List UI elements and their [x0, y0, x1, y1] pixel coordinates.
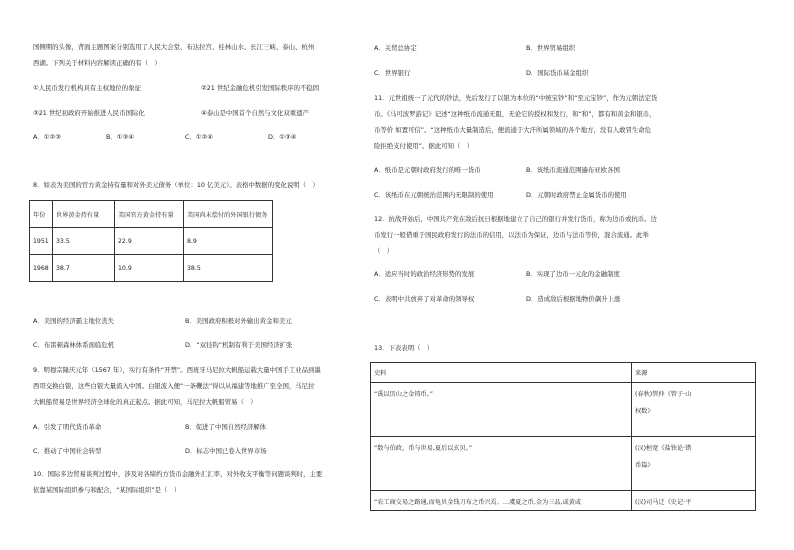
q11-line-1: 11．元世祖统一了元代的钞法，先后发行了以银为本位的“中统宝钞”和“至元宝钞”，作为元朝法定货 — [374, 94, 658, 102]
table-cell: 33.5 — [53, 228, 115, 255]
q12-line-3: （ ） — [374, 247, 394, 255]
table-cell: 22.9 — [115, 228, 184, 255]
table-row — [30, 228, 273, 255]
source-line: 币篇》 — [635, 462, 654, 469]
source-line: 权数》 — [635, 408, 654, 415]
table-cell: 8.9 — [184, 228, 273, 255]
q10-line-1: 10．国际多边贸易谈判过程中，涉及对各缔约方货币金融外汇汇率，对外收支平衡等问题谈判时，主要 — [33, 470, 323, 478]
table-cell — [632, 383, 756, 437]
table-cell: (汉)司马迁《史记·平 — [632, 491, 756, 511]
q8-option-b: B．美国政府积极对外输出黄金和美元 — [185, 317, 292, 325]
q12-line-1: 12．抗战开始后，中国共产党在敌后抗日根据地建立了自己的银行并发行货币，称为边币或抗币。边 — [374, 215, 657, 223]
table-cell: 1968 — [30, 255, 53, 282]
q12-option-b: B．实现了边币一元化的金融制度 — [526, 270, 620, 278]
q12-option-c: C．表明中共放弃了对革命的领导权 — [374, 295, 475, 303]
intro-option-4: ④泰山是中国首个自然与文化双重遗产 — [201, 109, 309, 117]
q7-choice-a: A．①②③ — [33, 133, 61, 141]
q13-header-origin: 来源 — [632, 363, 756, 383]
q10-line-2: 依靠某国际组织参与和配合，“某国际组织”是（ ） — [33, 486, 181, 494]
q8-option-d: D．“双挂钩”机制有利于美国经济扩张 — [185, 341, 293, 349]
q10-option-b: B．世界贸易组织 — [526, 44, 576, 52]
table-cell: 38.5 — [184, 255, 273, 282]
q11-option-a: A．纸币是元朝时政府发行的唯一货币 — [374, 166, 481, 174]
q13-table-header — [371, 363, 756, 383]
q8-header-us-debt: 美国尚未偿付的外国银行债务 — [184, 201, 273, 228]
q12-option-a: A．适应当时的政治经济形势的发展 — [374, 270, 475, 278]
intro-option-1: ①人民币发行机构具有主权地位的象征 — [33, 84, 141, 92]
q8-header-year: 年份 — [30, 201, 53, 228]
q9-line-3: 大帆船贸易是世界经济全球化的真正起点。据此可知，马尼拉大帆船贸易（ ） — [33, 398, 257, 406]
q10-option-c: C．世界银行 — [374, 69, 411, 77]
table-row — [371, 491, 756, 511]
table-cell: “数与伯政，币与世易,夏后以玄贝。” — [371, 437, 632, 491]
q7-choice-b: B．①③④ — [106, 133, 134, 141]
intro-option-3: ③21 世纪初政府开始推进人民币国际化 — [33, 109, 145, 117]
q11-line-3: 币等价 如置可信”。“这种纸币大量制造后，便流通于大汗所属领域的各个地方，没有人敢冒生命危 — [374, 126, 652, 134]
q13-stem: 13．下表表明（ ） — [374, 344, 434, 352]
q10-option-d: D．国际货币基金组织 — [526, 69, 589, 77]
intro-line-1: 国侧期的头像，背面主题图案分别选用了人民大会堂、布达拉宫、桂林山水、长江三峡、泰山、杭州 — [33, 43, 315, 51]
table-row — [371, 437, 756, 491]
q12-option-d: D．造成敌后根据地物价飙升上涨 — [526, 295, 621, 303]
q13-header-source-text: 史料 — [371, 363, 632, 383]
q11-option-b: B．该纸币流通范围遍布亚欧各国 — [526, 166, 620, 174]
q12-line-2: 币发行一般借重于国民政府发行的法币的信用，以法币为保证，边币与法币等价，混合流通。此举 — [374, 231, 649, 239]
q8-option-a: A．美国的经济霸主地位丧失 — [33, 317, 115, 325]
q9-line-1: 9．明穆宗隆庆元年（1567 年），实行有条件“开禁”。西班牙马尼拉大帆船运载大量中国手工业品到墨 — [33, 366, 321, 374]
intro-line-2: 西湖。下列关于材料内容解读正确的有（ ） — [33, 59, 161, 67]
q11-option-c: C．该纸币在元朝统治范围内无限制的使用 — [374, 191, 494, 199]
q9-option-a: A．引发了明代货币革命 — [33, 423, 102, 431]
q9-option-c: C．推动了中国社会转型 — [33, 447, 102, 455]
table-row — [30, 255, 273, 282]
table-cell: 10.9 — [115, 255, 184, 282]
q9-option-d: D．标志中国已卷入世界市场 — [185, 447, 267, 455]
q9-option-b: B．促进了中国自然经济解体 — [185, 423, 267, 431]
q11-option-d: D．元朝时政府禁止金属货币的使用 — [526, 191, 627, 199]
q7-choice-c: C．①②④ — [185, 133, 214, 141]
intro-option-2: ②21 世纪金融危机引发国际秩序的不稳固 — [201, 84, 320, 92]
q13-table — [370, 362, 756, 511]
q8-table — [29, 200, 273, 282]
q9-line-2: 西哥交换白银，这些白银大量流入中国。白银流入便“一条鞭法”得以从福建等地推广至全国，马尼拉 — [33, 382, 315, 390]
q11-line-4: 险拒绝支付使用”。据此可知（ ） — [374, 142, 474, 150]
table-cell: “禹以历山之金铸币。” — [371, 383, 632, 437]
table-cell: 1951 — [30, 228, 53, 255]
table-cell: “农工商交易之路通,而龟贝金钱刀布之币兴焉。…虞夏之币,金为三品,或黄或 — [371, 491, 632, 511]
table-row — [371, 383, 756, 437]
q11-line-2: 币。《马可波罗游记》记述“这种纸币流通无阻，无论它的授权和发行，和“和”，都有和黄金和银币， — [374, 110, 656, 118]
table-cell — [632, 437, 756, 491]
q8-stem: 8．如表为美国的官方黄金持有量和对外美元债务（单位：10 亿美元）。表格中数据的变化说明（ ） — [33, 181, 319, 189]
q8-table-header — [30, 201, 273, 228]
q7-choice-d: D．①③④ — [268, 133, 297, 141]
q8-option-c: C．布雷顿森林体系面临危机 — [33, 341, 115, 349]
source-line: (汉)桓宽《盐铁论·错 — [635, 445, 692, 452]
q10-option-a: A．关贸总协定 — [374, 44, 417, 52]
table-cell: 38.7 — [53, 255, 115, 282]
q8-header-us-gold: 美国官方黄金持有量 — [115, 201, 184, 228]
q8-header-world-gold: 世界黄金持有量 — [53, 201, 115, 228]
source-line: (春秋)管仲《管子·山 — [635, 391, 692, 398]
